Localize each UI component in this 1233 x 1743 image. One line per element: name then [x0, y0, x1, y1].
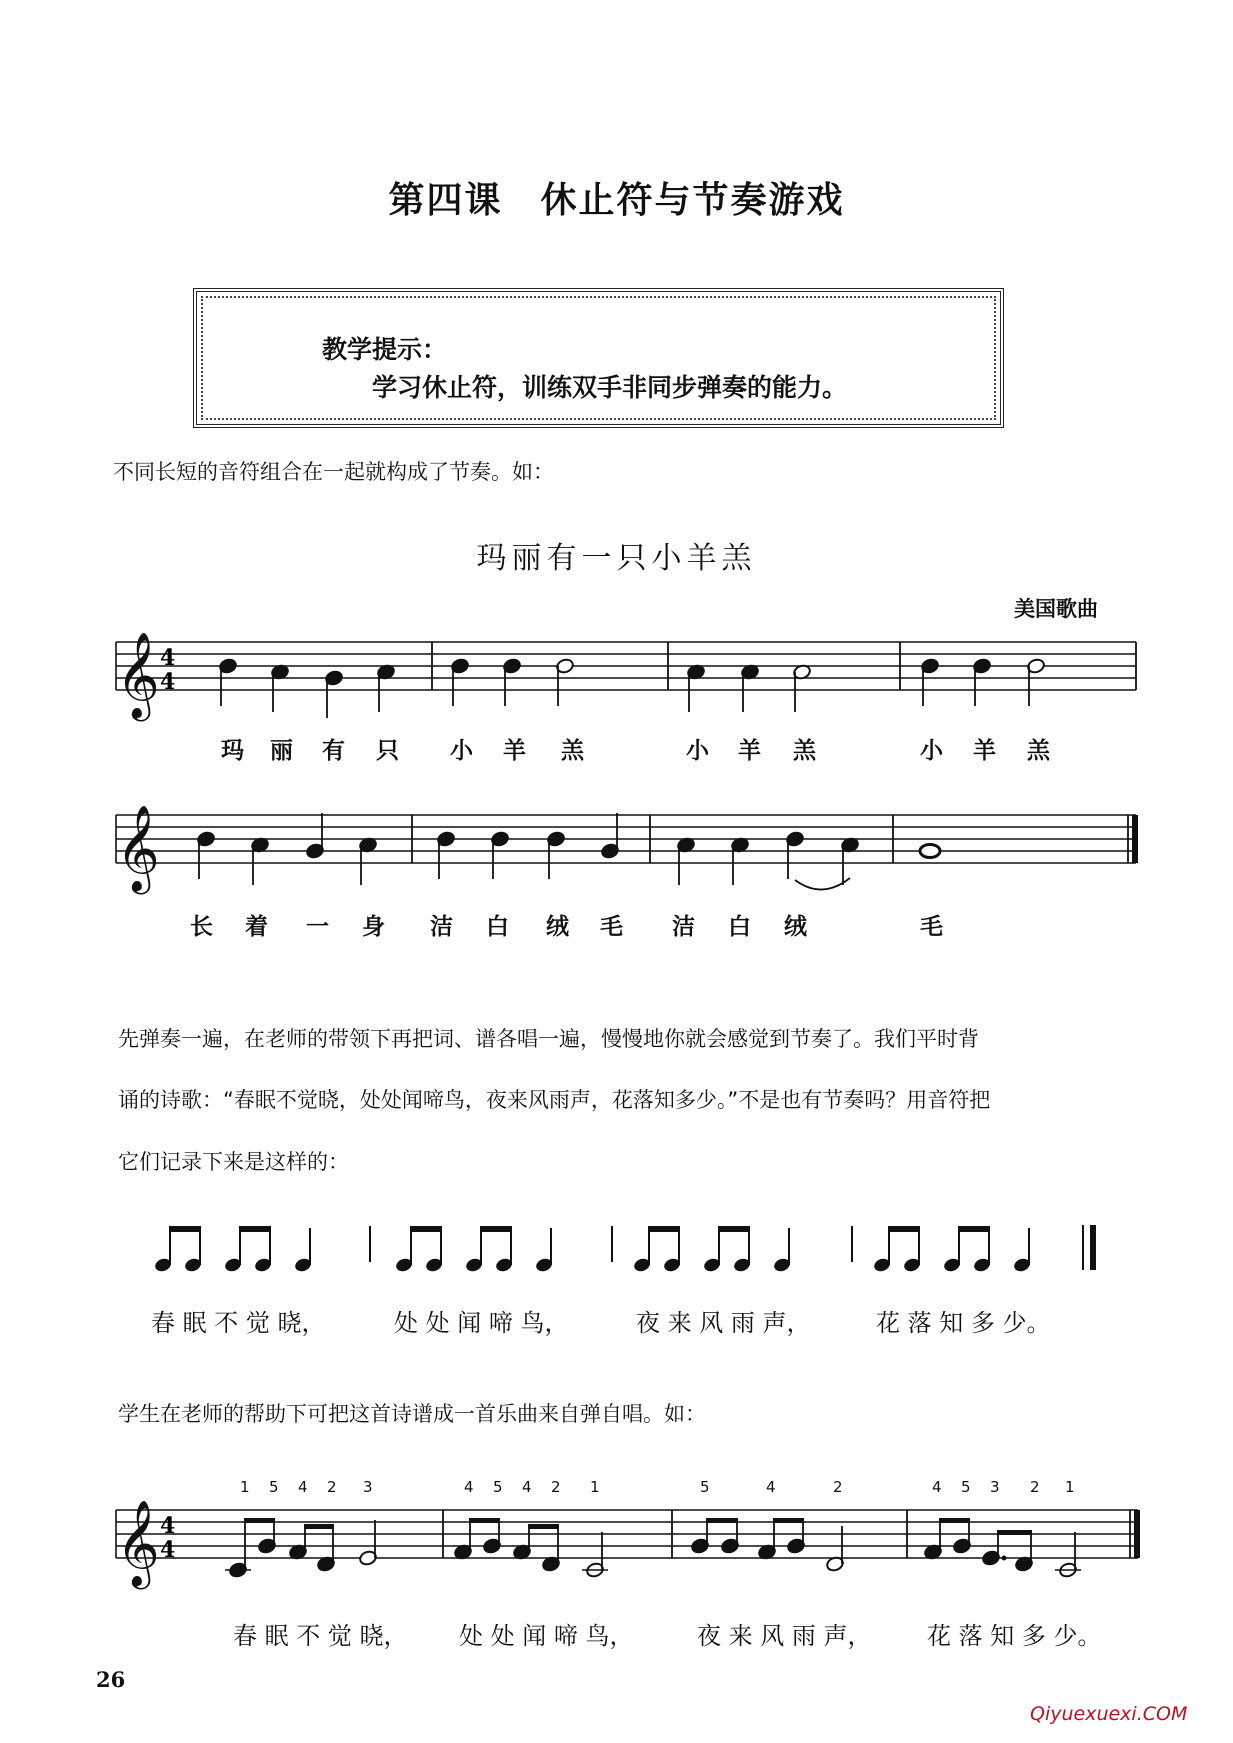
lyric: 白 — [728, 913, 751, 940]
tie-slur — [795, 878, 850, 890]
lyric: 丽 — [270, 737, 293, 764]
fingering: 4 — [766, 1478, 776, 1496]
paragraph-line-1: 先弹奏一遍，在老师的带领下再把词、谱各唱一遍，慢慢地你就会感觉到节奏了。我们平时背 — [118, 1027, 979, 1051]
paragraph-line-3: 它们记录下来是这样的： — [118, 1150, 349, 1174]
rhythm-lyric: 夜 来 风 雨 声， — [636, 1309, 811, 1337]
lyric: 绒 — [546, 913, 569, 940]
lyric: 羔 — [1027, 737, 1050, 764]
fingering: 1 — [240, 1478, 250, 1496]
lyric: 羊 — [738, 737, 761, 764]
beam — [773, 1518, 804, 1523]
lyric: 毛 — [920, 913, 943, 940]
fingering: 1 — [1065, 1478, 1075, 1496]
lyric: 长 — [190, 913, 213, 940]
fingering: 4 — [464, 1478, 474, 1496]
lyric: 着 — [245, 913, 268, 940]
page-number: 26 — [96, 1667, 126, 1692]
rhythm-lyric: 处 处 闻 啼 鸟， — [394, 1309, 569, 1337]
final-bar-thick — [1132, 815, 1138, 863]
beam — [239, 1226, 271, 1232]
fingering: 2 — [833, 1478, 843, 1496]
paragraph-line-2: 诵的诗歌：“春眠不觉晓，处处闻啼鸟，夜来风雨声，花落知多少。”不是也有节奏吗？用音符把 — [118, 1088, 991, 1112]
beam — [648, 1226, 680, 1232]
fingering: 2 — [1030, 1478, 1040, 1496]
lyric: 羊 — [503, 737, 526, 764]
fingering: 2 — [551, 1478, 561, 1496]
final-bar-thick — [1090, 1225, 1096, 1270]
fingering: 3 — [990, 1478, 1000, 1496]
beam — [304, 1524, 334, 1529]
teaching-tip-label: 教学提示： — [322, 335, 448, 364]
lyric: 玛 — [221, 737, 244, 764]
fingering: 2 — [327, 1478, 337, 1496]
time-signature-bottom: 4 — [160, 669, 176, 695]
beam — [244, 1518, 275, 1523]
lyric: 只 — [376, 737, 399, 764]
watermark: Qiyuexuexi.COM — [1030, 1703, 1188, 1725]
beam — [958, 1226, 990, 1232]
fingering: 5 — [269, 1478, 279, 1496]
fingering: 3 — [363, 1478, 373, 1496]
lyric: 一 — [306, 913, 329, 940]
treble-clef-icon: 𝄞 — [116, 805, 160, 891]
fingering: 4 — [932, 1478, 942, 1496]
fingering: 5 — [961, 1478, 971, 1496]
treble-clef-icon: 𝄞 — [116, 1500, 160, 1586]
student-instruction: 学生在老师的帮助下可把这首诗谱成一首乐曲来自弹自唱。如： — [118, 1402, 706, 1426]
beam — [939, 1518, 970, 1523]
fingering: 5 — [493, 1478, 503, 1496]
whole-note — [920, 845, 940, 858]
beam — [706, 1518, 738, 1523]
composer-label: 美国歌曲 — [1014, 597, 1098, 621]
treble-clef-icon: 𝄞 — [116, 632, 160, 718]
lyric: 羔 — [561, 737, 584, 764]
lyric: 洁 — [672, 913, 695, 940]
poem-lyric: 处 处 闻 啼 鸟， — [459, 1622, 634, 1650]
beam — [888, 1226, 920, 1232]
lyric: 羊 — [973, 737, 996, 764]
beam — [169, 1226, 201, 1232]
time-signature-top: 4 — [160, 645, 176, 671]
fingering: 4 — [522, 1478, 532, 1496]
beam — [528, 1524, 559, 1529]
time-signature-top: 4 — [160, 1513, 176, 1539]
lyric: 绒 — [784, 913, 807, 940]
lyric: 白 — [486, 913, 509, 940]
page-title: 第四课 休止符与节奏游戏 — [388, 180, 845, 221]
beam — [997, 1530, 1032, 1535]
fingering: 5 — [700, 1478, 710, 1496]
lyric: 身 — [362, 913, 385, 940]
fingering: 1 — [590, 1478, 600, 1496]
rhythm-lyric: 花 落 知 多 少。 — [876, 1309, 1051, 1337]
poem-lyric: 春 眠 不 觉 晓， — [233, 1622, 408, 1650]
lyric: 毛 — [600, 913, 623, 940]
final-bar-thick — [1134, 1510, 1140, 1558]
time-signature-bottom: 4 — [160, 1537, 176, 1563]
beam — [469, 1518, 500, 1523]
beam — [410, 1226, 442, 1232]
lyric: 小 — [686, 737, 709, 764]
lyric: 小 — [920, 737, 943, 764]
intro-text: 不同长短的音符组合在一起就构成了节奏。如： — [113, 460, 554, 484]
poem-lyric: 夜 来 风 雨 声， — [697, 1622, 872, 1650]
beam — [718, 1226, 750, 1232]
fingering: 4 — [298, 1478, 308, 1496]
lyric: 羔 — [793, 737, 816, 764]
song-title: 玛丽有一只小羊羔 — [476, 541, 757, 576]
lyric: 有 — [322, 737, 345, 764]
lyric: 小 — [450, 737, 473, 764]
teaching-tip-text: 学习休止符，训练双手非同步弹奏的能力。 — [372, 373, 848, 402]
beam — [480, 1226, 512, 1232]
rhythm-lyric: 春 眠 不 觉 晓， — [151, 1309, 326, 1337]
poem-lyric: 花 落 知 多 少。 — [927, 1622, 1102, 1650]
lyric: 洁 — [430, 913, 453, 940]
dot-icon — [1002, 1556, 1007, 1561]
